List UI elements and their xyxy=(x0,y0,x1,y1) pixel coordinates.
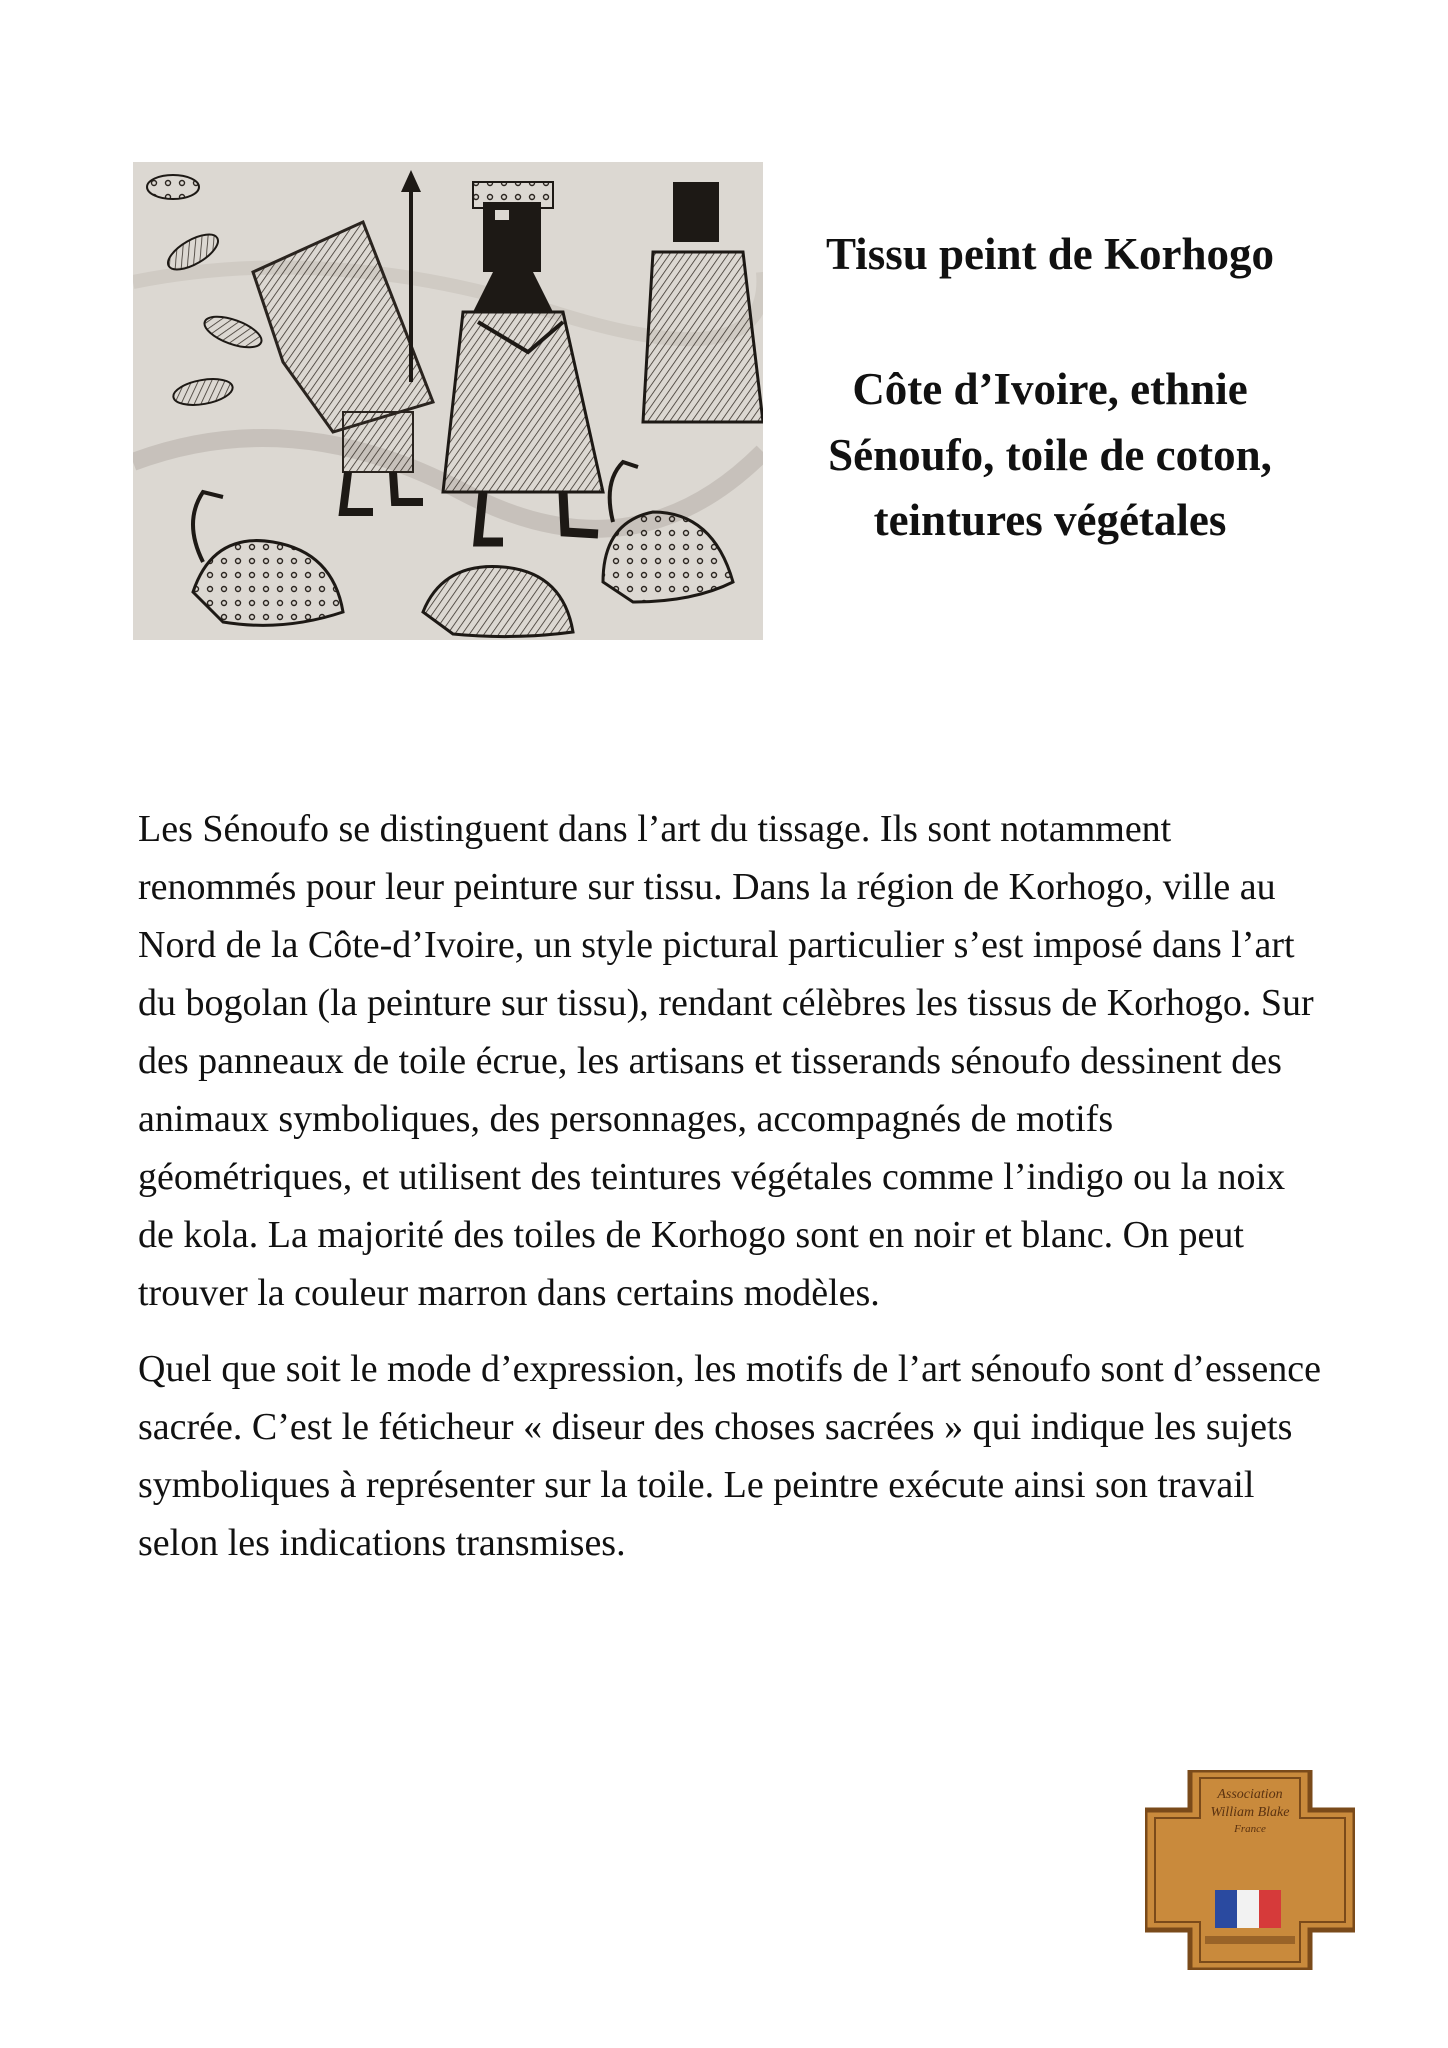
caption-block xyxy=(790,222,1310,553)
korhogo-cloth-photo xyxy=(133,162,763,640)
stamp-text: William Blake xyxy=(1210,1805,1290,1820)
paragraph: Les Sénoufo se distinguent dans l’art du tissage. Ils sont notamment renommés pour leur peinture sur tissu. Dans la région de Korhogo, ville au Nord de la Côte-d’Ivoire, un style pictural particulier s’est imposé dans l’art du bogolan (la peinture sur tissu), rendant célèbres les tissus de Korhogo. Sur des panneaux de toile écrue, les artisans et tisserands sénoufo dessinent des animaux symboliques, des personnages, accompagnés de motifs géométriques, et utilisent des teintures végétales comme l’indigo ou la noix de kola. La majorité des toiles de Korhogo sont en noir et blanc. On peut trouver la couleur marron dans certains modèles. xyxy=(138,808,1314,1314)
paragraph: Quel que soit le mode d’expression, les motifs de l’art sénoufo sont d’essence sacrée. C’est le féticheur « diseur des choses sacrées » qui indique les sujets symboliques à représenter sur la toile. Le peintre exécute ainsi son travail selon les indications transmises. xyxy=(138,1348,1321,1564)
caption-title: Tissu peint de Korhogo xyxy=(825,229,1275,279)
flag-icon xyxy=(1215,1890,1281,1928)
caption-subtitle-line: Côte d’Ivoire, ethnie xyxy=(852,364,1248,415)
association-stamp-logo xyxy=(1145,1770,1355,1970)
caption-subtitle-line: Sénoufo, toile de coton, xyxy=(828,429,1272,480)
stamp-text: Association xyxy=(1217,1787,1283,1802)
caption-subtitle-line: teintures végétales xyxy=(873,494,1227,545)
body-text xyxy=(138,800,1328,1590)
stamp-text: France xyxy=(1234,1823,1266,1835)
